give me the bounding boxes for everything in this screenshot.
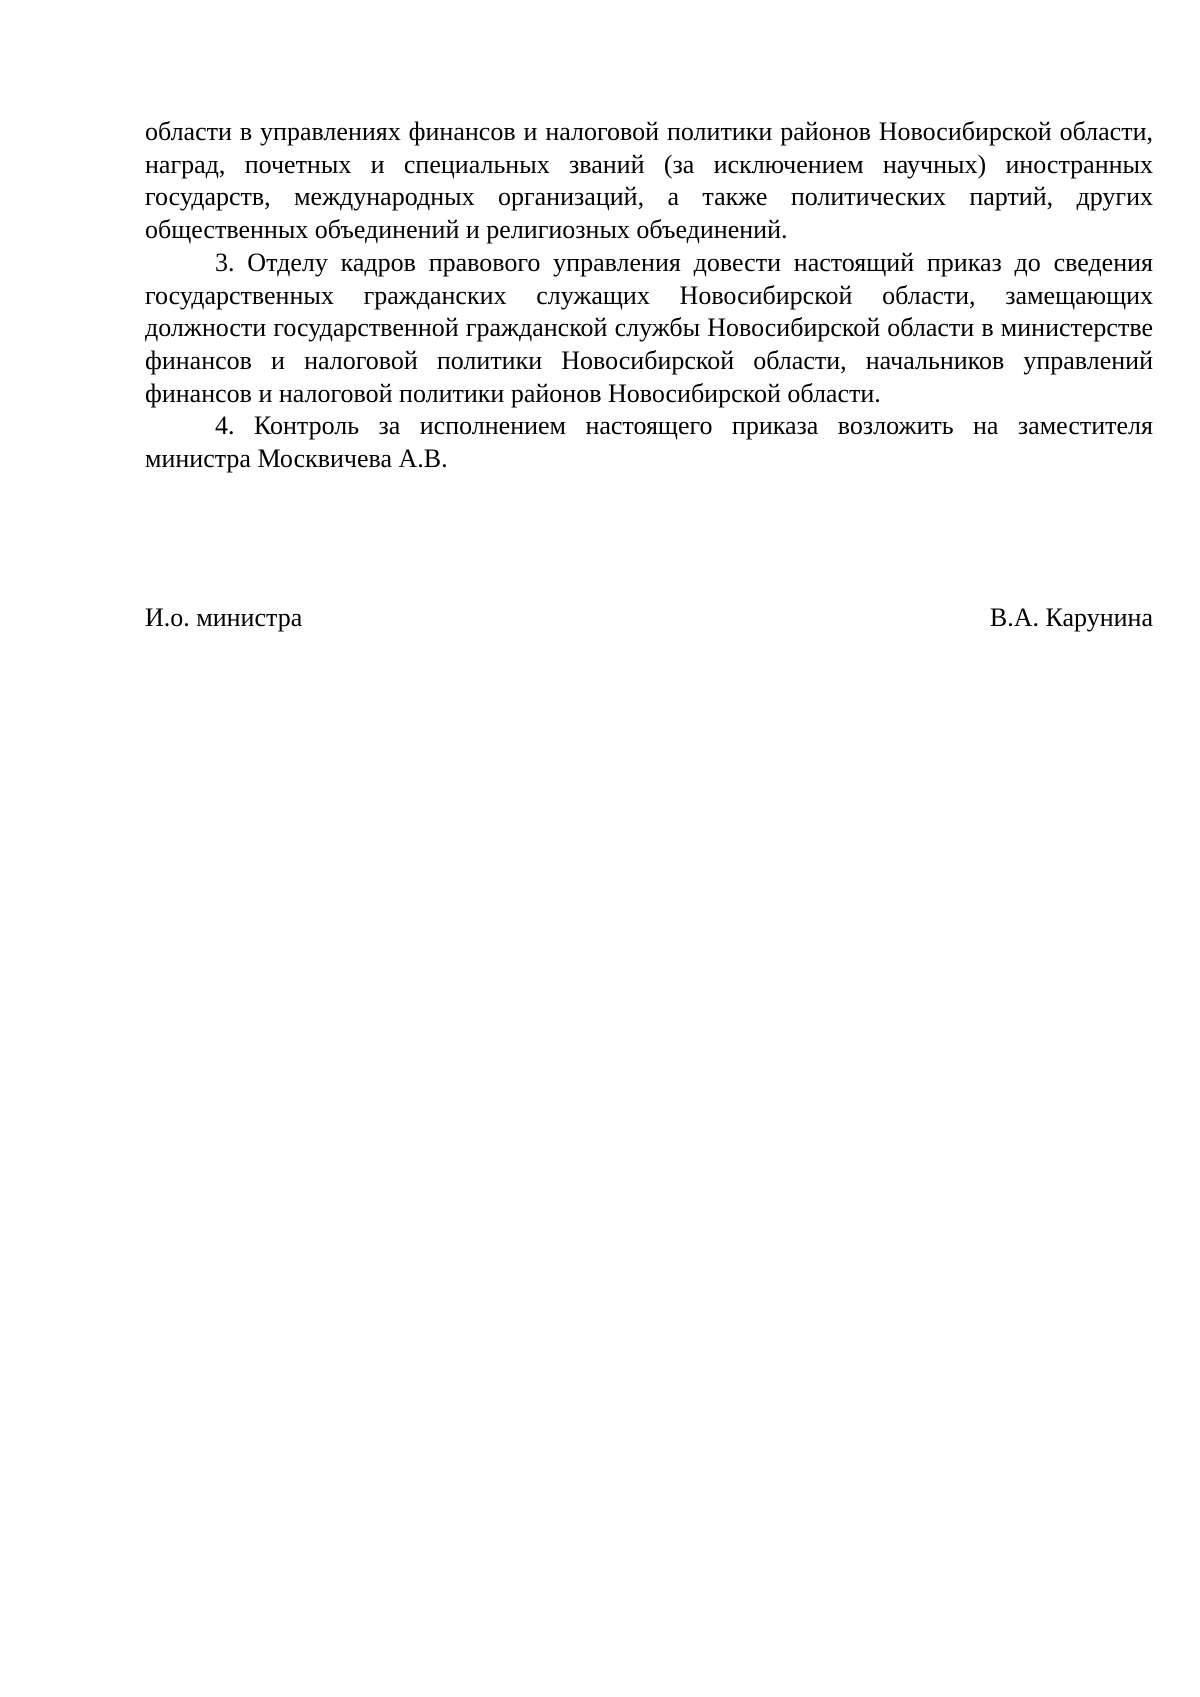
paragraph-item-3: 3. Отделу кадров правового управления довести настоящий приказ до сведения государственных гражданских служащих Новосибирской области, замещающих должности государственной гражданской службы Новосибирской области в министерстве финансов и налоговой политики Новосибирской области, начальников управлений финансов и налоговой политики районов Новосибирской области. [145, 247, 1153, 408]
paragraph-item-4: 4. Контроль за исполнением настоящего приказа возложить на заместителя министра Москвичева А.В. [145, 411, 1153, 474]
document-body [145, 116, 1153, 476]
signature-block [145, 602, 1153, 635]
signatory-position: И.о. министра [145, 603, 303, 632]
paragraph-continuation: области в управлениях финансов и налоговой политики районов Новосибирской области, наград, почетных и специальных званий (за исключением научных) иностранных государств, международных организаций, а также политических партий, других общественных объединений и религиозных объединений. [145, 117, 1153, 245]
signatory-name: В.А. Карунина [989, 603, 1153, 632]
